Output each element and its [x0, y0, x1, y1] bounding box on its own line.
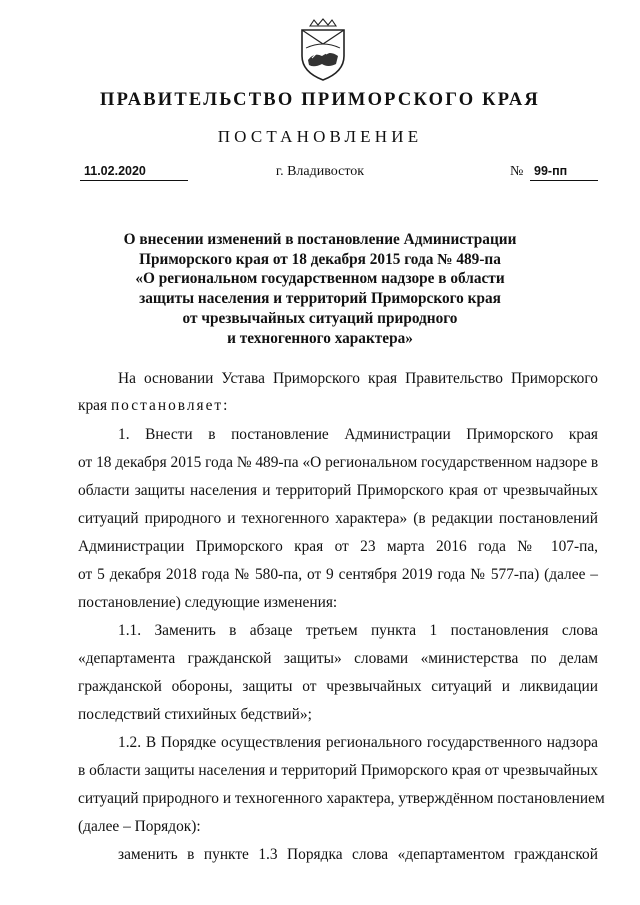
- subject-line: О внесении изменений в постановление Администрации: [123, 231, 517, 248]
- subject-line: от чрезвычайных ситуаций природного: [182, 309, 458, 327]
- body-line: (далее – Порядок):: [78, 818, 201, 835]
- body-line: заменить в пункте 1.3 Порядка слова «департаментом гражданской: [118, 846, 598, 863]
- body-line: ситуаций природного и техногенного характера, утверждённом постановлением: [78, 790, 605, 807]
- body-line: [78, 397, 598, 417]
- body-line: Администрации Приморского края от 23 марта 2016 года № 107-па,: [78, 538, 598, 555]
- document-city: г. Владивосток: [275, 164, 365, 179]
- body-line: «департамента гражданской защиты» словами «министерства по делам: [78, 650, 598, 667]
- subject-line: Приморского края от 18 декабря 2015 года № 489-па: [139, 250, 501, 268]
- decree-keyword: постановляет: [110, 397, 224, 414]
- document-date: 11.02.2020: [80, 163, 188, 181]
- document-subject: [100, 230, 540, 348]
- body-line: последствий стихийных бедствий»;: [78, 706, 312, 723]
- body-line: от 5 декабря 2018 года № 580-па, от 9 сентября 2019 года № 577-па) (далее –: [78, 566, 598, 583]
- subject-line: и техногенного характера»: [227, 329, 413, 347]
- body-line: в области защиты населения и территорий Приморского края от чрезвычайных: [78, 762, 598, 779]
- body-line: постановление) следующие изменения:: [78, 594, 338, 611]
- body-text: :: [223, 397, 228, 414]
- coat-of-arms-icon: [296, 18, 350, 82]
- body-line: гражданской обороны, защиты от чрезвычайных ситуаций и ликвидации: [78, 678, 598, 695]
- body-line: ситуаций природного и техногенного характера» (в редакции постановлений: [78, 510, 598, 527]
- government-title: ПРАВИТЕЛЬСТВО ПРИМОРСКОГО КРАЯ: [99, 90, 540, 110]
- body-line: области защиты населения и территорий Приморского края от чрезвычайных: [78, 482, 598, 499]
- body-line: от 18 декабря 2015 года № 489-па «О региональном государственном надзоре в: [78, 454, 599, 471]
- document-type: ПОСТАНОВЛЕНИЕ: [217, 127, 423, 146]
- body-line: 1.1. Заменить в абзаце третьем пункта 1 постановления слова: [118, 622, 598, 639]
- subject-line: защиты населения и территорий Приморского края: [139, 290, 501, 308]
- subject-line: «О региональном государственном надзоре в области: [135, 270, 505, 288]
- document-number: 99-пп: [530, 163, 598, 181]
- number-sign: №: [510, 164, 524, 179]
- document-meta-row: [0, 163, 640, 185]
- body-text: края: [78, 397, 111, 414]
- body-line: На основании Устава Приморского края Правительство Приморского: [118, 370, 598, 387]
- document-number-block: [510, 163, 596, 180]
- body-line: 1.2. В Порядке осуществления регионального государственного надзора: [118, 734, 598, 751]
- body-line: 1. Внести в постановление Администрации Приморского края: [118, 426, 598, 443]
